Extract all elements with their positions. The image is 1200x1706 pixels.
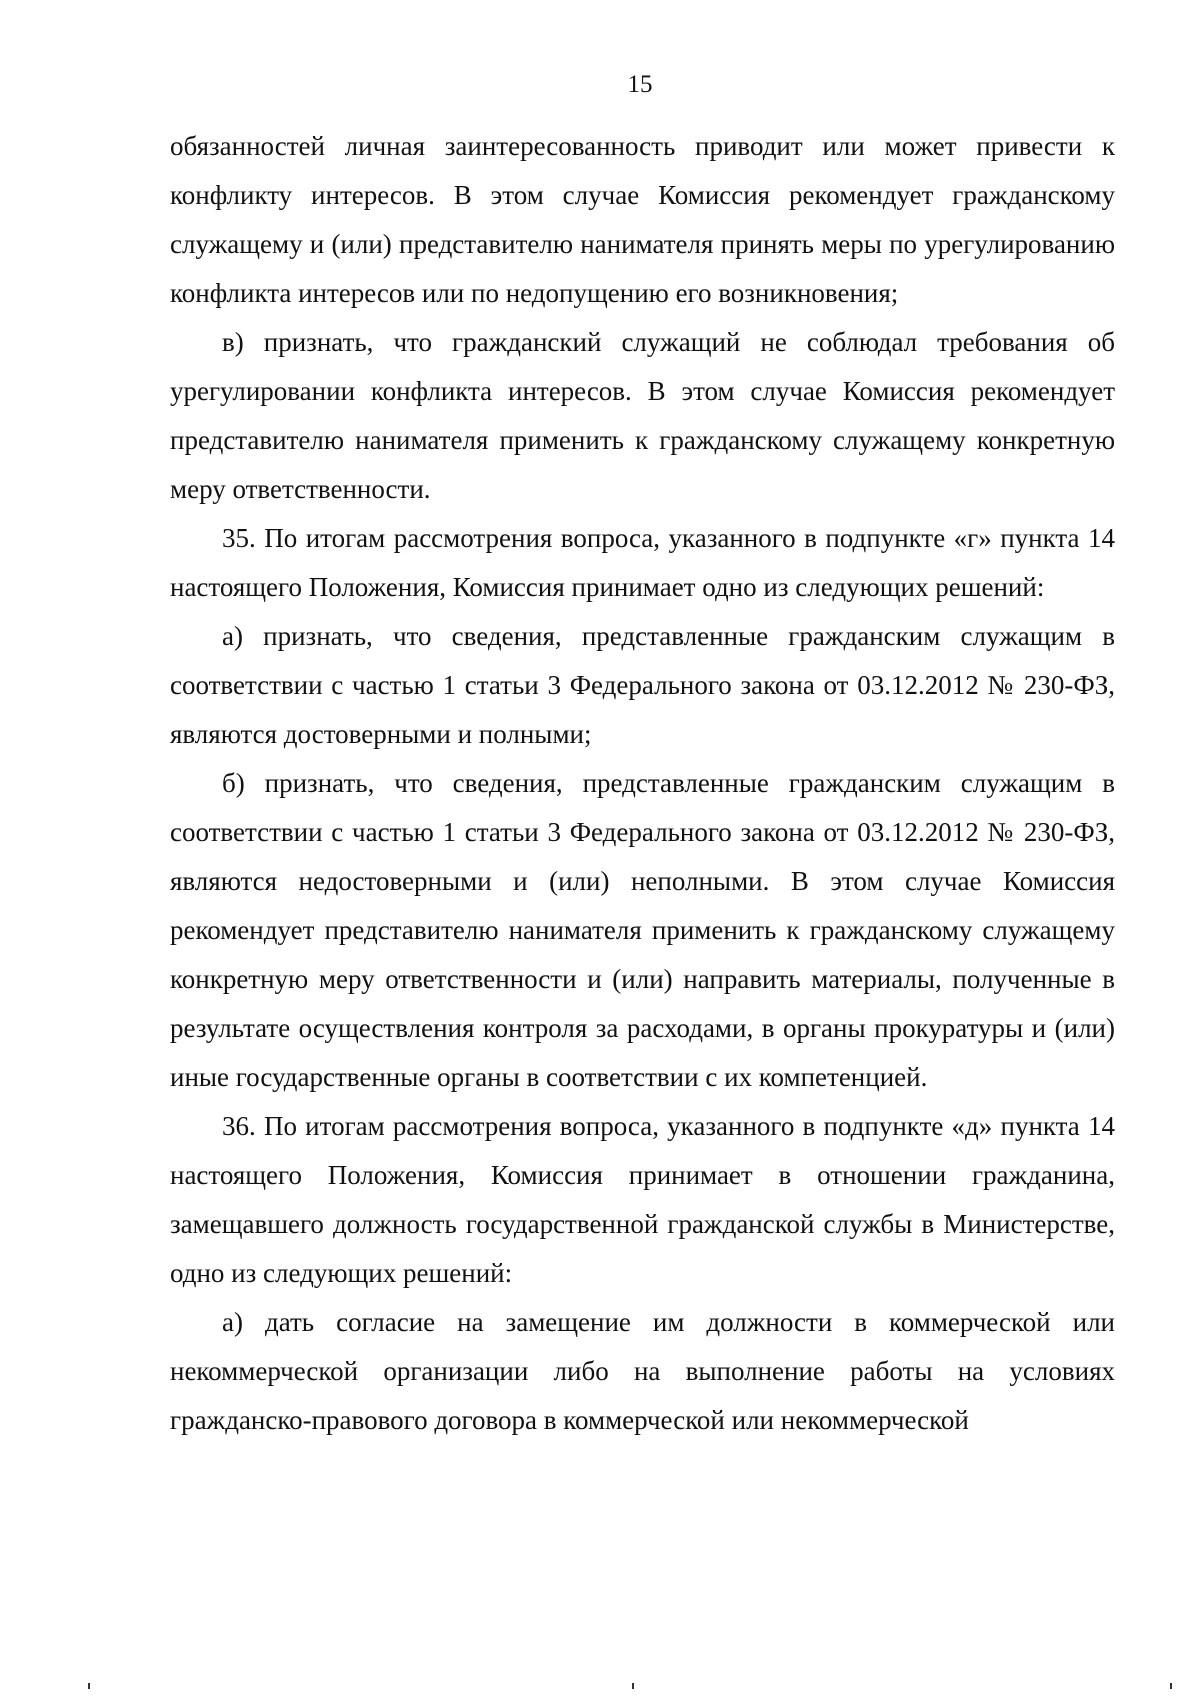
scan-mark <box>1170 1683 1172 1689</box>
paragraph-subpoint-b: б) признать, что сведения, представленные гражданским служащим в соответствии с частью 1 статьи 3 Федерального закона от 03.12.2012 № 230-ФЗ, являются недостоверными и (или) неполными. В этом случае Комиссия рекомендует представителю нанимателя применить к гражданскому служащему конкретную меру ответственности и (или) направить материалы, полученные в результате осуществления контроля за расходами, в органы прокуратуры и (или) иные государственные органы в соответствии с их компетенцией. <box>170 768 1115 1092</box>
paragraph-subpoint-a: а) признать, что сведения, представленные гражданским служащим в соответствии с частью 1 статьи 3 Федерального закона от 03.12.2012 № 230-ФЗ, являются достоверными и полными; <box>170 621 1115 749</box>
paragraph-subpoint-v: в) признать, что гражданский служащий не соблюдал требования об урегулировании конфликта интересов. В этом случае Комиссия рекомендует представителю нанимателя применить к гражданскому служащему конкретную меру ответственности. <box>170 327 1115 504</box>
page-number: 15 <box>627 71 653 98</box>
paragraph-point-36-subpoint-a: а) дать согласие на замещение им должности в коммерческой или некоммерческой организации либо на выполнение работы на условиях гражданско-правового договора в коммерческой или некоммерческой <box>170 1307 1115 1435</box>
paragraph-point-35: 35. По итогам рассмотрения вопроса, указанного в подпункте «г» пункта 14 настоящего Положения, Комиссия принимает одно из следующих решений: <box>170 523 1115 602</box>
document-body <box>170 122 1115 1445</box>
scan-mark <box>632 1683 634 1689</box>
scan-mark <box>88 1683 90 1689</box>
paragraph-point-36: 36. По итогам рассмотрения вопроса, указанного в подпункте «д» пункта 14 настоящего Положения, Комиссия принимает в отношении гражданина, замещавшего должность государственной гражданской службы в Министерстве, одно из следующих решений: <box>170 1111 1115 1288</box>
paragraph-continuation: обязанностей личная заинтересованность приводит или может привести к конфликту интересов. В этом случае Комиссия рекомендует гражданскому служащему и (или) представителю нанимателя принять меры по урегулированию конфликта интересов или по недопущению его возникновения; <box>170 131 1115 308</box>
